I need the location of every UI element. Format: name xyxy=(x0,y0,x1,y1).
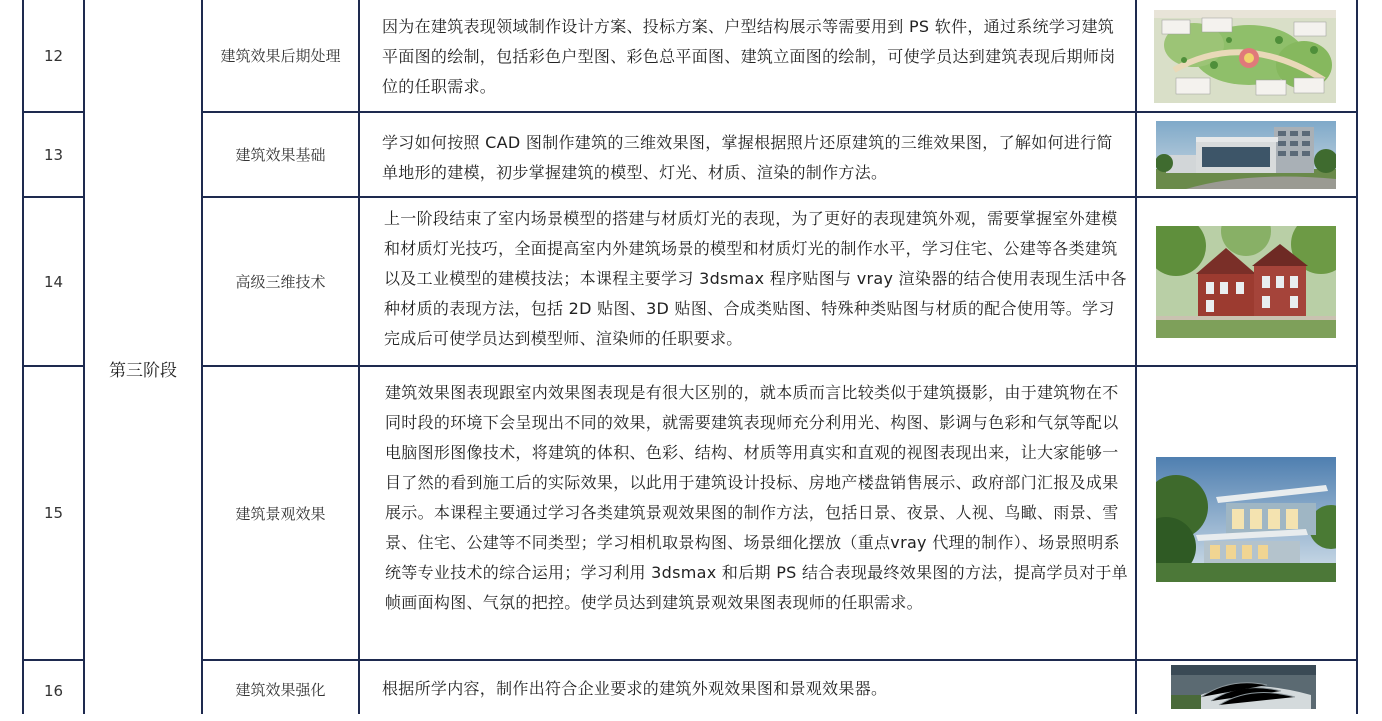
module-name: 建筑效果后期处理 xyxy=(220,47,341,65)
aerial-building-image xyxy=(1171,665,1316,709)
grid-line xyxy=(201,111,1358,113)
row-number: 15 xyxy=(43,504,64,522)
row-number: 14 xyxy=(43,272,64,291)
site-plan-image xyxy=(1154,10,1336,103)
grid-line xyxy=(201,196,1358,198)
stage-label: 第三阶段 xyxy=(109,360,177,381)
module-description: 上一阶段结束了室内场景模型的搭建与材质灯光的表现，为了更好的表现建筑外观，需要掌握室外建模和材质灯光技巧，全面提高室内外建筑场景的模型和材质灯光的制作水平，学习住宅、公建等各类建筑以及工业模型的建模技法；本课程主要学习 3dsmax 程序贴图与 vray 渲染器的结合使用表现生活中各种材质的表现方法，包括 2D 贴图、3D 贴图、合成类贴图、特殊种类贴图与材质的配合使用等。学习完成后可使学员达到模型师、渲染师的任职要求。 xyxy=(384,209,1127,348)
grid-line xyxy=(1356,0,1358,714)
brick-house-image xyxy=(1156,226,1336,338)
module-name: 建筑景观效果 xyxy=(235,504,326,523)
row-number: 16 xyxy=(43,682,64,700)
module-name: 建筑效果基础 xyxy=(235,146,326,164)
module-description: 根据所学内容，制作出符合企业要求的建筑外观效果图和景观效果器。 xyxy=(382,679,888,698)
villa-landscape-image xyxy=(1156,457,1336,582)
grid-line xyxy=(1135,0,1137,714)
grid-line xyxy=(358,0,360,714)
module-description: 建筑效果图表现跟室内效果图表现是有很大区别的，就本质而言比较类似于建筑摄影，由于建筑物在不同时段的环境下会呈现出不同的效果，就需要建筑表现师充分利用光、构图、影调与色彩和气氛等配以电脑图形图像技术，将建筑的体积、色彩、结构、材质等用真实和直观的视图表现出来，让大家能够一目了然的看到施工后的实际效果，以此用于建筑设计投标、房地产楼盘销售展示、政府部门汇报及成果展示。本课程主要通过学习各类建筑景观效果图的制作方法，包括日景、夜景、人视、鸟瞰、雨景、雪景、住宅、公建等不同类型；学习相机取景构图、场景细化摆放（重点vray 代理的制作）、场景照明系统等专业技术的综合运用；学习利用 3dsmax 和后期 PS 结合表现最终效果图的方法，提高学员对于单帧画面构图、气氛的把控。使学员达到建筑景观效果图表现师的任职需求。 xyxy=(385,383,1128,612)
grid-line xyxy=(201,659,1358,661)
modern-building-image xyxy=(1156,121,1336,189)
module-name: 高级三维技术 xyxy=(235,273,326,291)
row-number: 12 xyxy=(43,46,64,65)
module-name: 建筑效果强化 xyxy=(235,680,326,699)
module-description: 因为在建筑表现领域制作设计方案、投标方案、户型结构展示等需要用到 PS 软件，通过系统学习建筑平面图的绘制，包括彩色户型图、彩色总平面图、建筑立面图的绘制，可使学员达到建筑表现后期师岗位的任职需求。 xyxy=(382,17,1116,96)
row-number: 13 xyxy=(43,145,64,164)
module-description: 学习如何按照 CAD 图制作建筑的三维效果图，掌握根据照片还原建筑的三维效果图，了解如何进行简单地形的建模，初步掌握建筑的模型、灯光、材质、渲染的制作方法。 xyxy=(382,133,1113,182)
grid-line xyxy=(201,365,1358,367)
